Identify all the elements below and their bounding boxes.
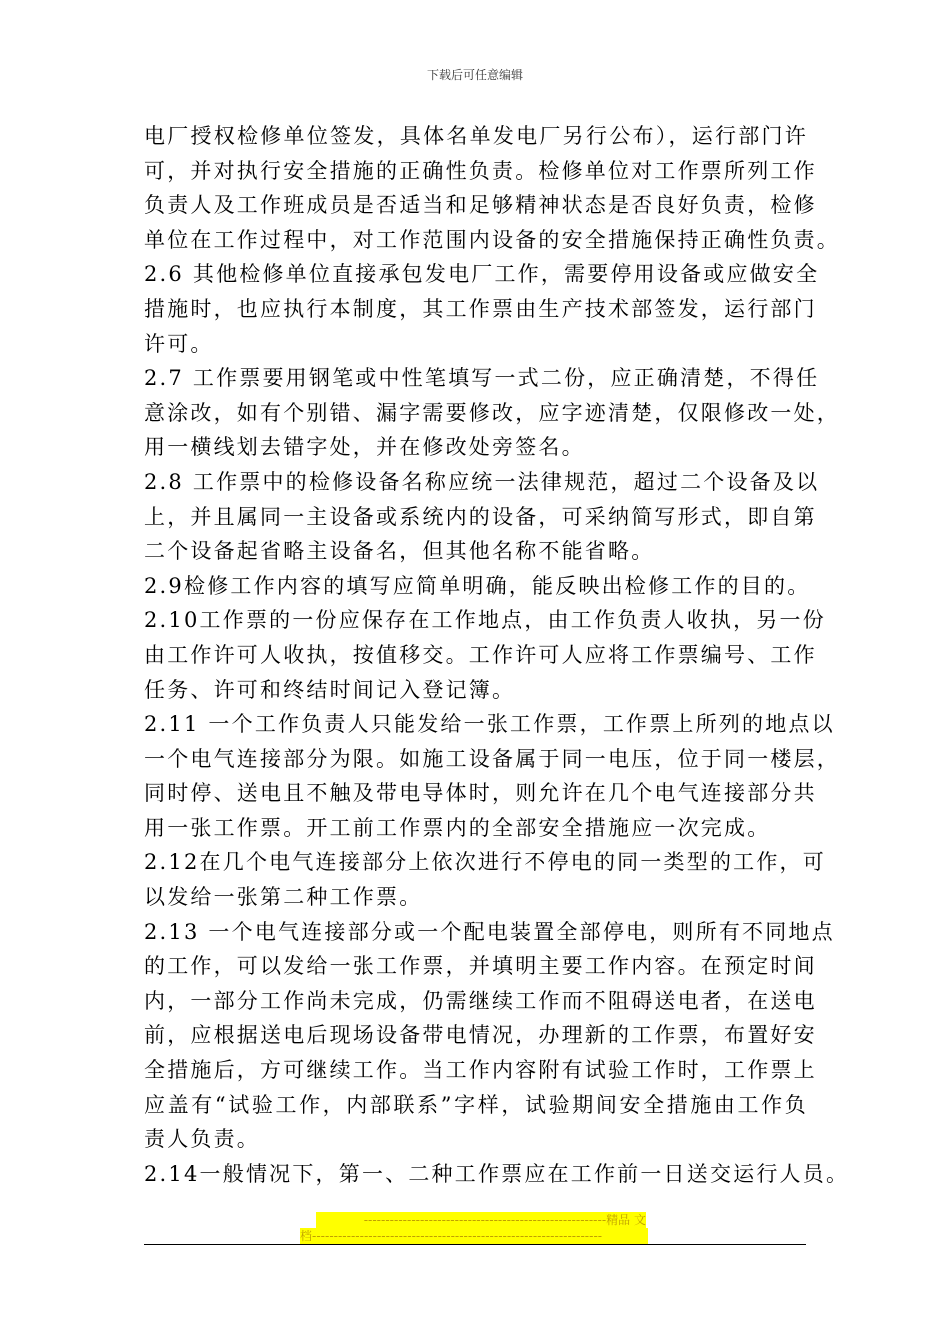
text-line: 应盖有“试验工作，内部联系”字样，试验期间安全措施由工作负 — [144, 1092, 808, 1117]
text-line: 2.7 工作票要用钢笔或中性笔填写一式二份，应正确清楚，不得任 — [144, 366, 820, 391]
text-line: 全措施后，方可继续工作。当工作内容附有试验工作时，工作票上 — [144, 1058, 817, 1083]
text-line: 2.14一般情况下，第一、二种工作票应在工作前一日送交运行人员。 — [144, 1161, 850, 1186]
document-body — [144, 119, 850, 1191]
text-line: 前，应根据送电后现场设备带电情况，办理新的工作票，布置好安 — [144, 1023, 817, 1048]
text-line: 单位在工作过程中，对工作范围内设备的安全措施保持正确性负责。 — [144, 227, 840, 252]
text-line: 2.6 其他检修单位直接承包发电厂工作，需要停用设备或应做安全 — [144, 262, 820, 287]
text-line: 任务、许可和终结时间记入登记簿。 — [144, 677, 516, 702]
text-line: 上，并且属同一主设备或系统内的设备，可采纳简写形式，即自第 — [144, 504, 817, 529]
footer-divider — [144, 1244, 806, 1245]
text-line: 用一横线划去错字处，并在修改处旁签名。 — [144, 435, 585, 460]
text-line: 2.13 一个电气连接部分或一个配电装置全部停电，则所有不同地点 — [144, 919, 835, 944]
text-line: 同时停、送电且不触及带电导体时，则允许在几个电气连接部分共 — [144, 781, 817, 806]
text-line: 意涂改，如有个别错、漏字需要修改，应字迹清楚，仅限修改一处， — [144, 400, 840, 425]
text-line: 二个设备起省略主设备名，但其他名称不能省略。 — [144, 539, 655, 564]
page-header: 下载后可任意编辑 — [426, 68, 523, 82]
text-line: 2.8 工作票中的检修设备名称应统一法律规范，超过二个设备及以 — [144, 469, 820, 494]
text-line: 责人负责。 — [144, 1127, 260, 1152]
text-line: 2.12在几个电气连接部分上依次进行不停电的同一类型的工作，可 — [144, 850, 826, 875]
footer-watermark-line-1: --------------------------------------------------------精品 文 — [316, 1212, 646, 1228]
text-line: 2.10工作票的一份应保存在工作地点，由工作负责人收执，另一份 — [144, 608, 826, 633]
text-line: 措施时，也应执行本制度，其工作票由生产技术部签发，运行部门 — [144, 296, 817, 321]
text-line: 用一张工作票。开工前工作票内的全部安全措施应一次完成。 — [144, 815, 771, 840]
text-line: 负责人及工作班成员是否适当和足够精神状态是否良好负责，检修 — [144, 193, 817, 218]
text-line: 电厂授权检修单位签发，具体名单发电厂另行公布），运行部门许 — [144, 124, 808, 148]
footer-watermark-line-2: 档------------------------------------------------------------------- — [300, 1228, 648, 1244]
text-line: 以发给一张第二种工作票。 — [144, 885, 423, 910]
text-line: 许可。 — [144, 331, 214, 356]
text-line: 内，一部分工作尚未完成，仍需继续工作而不阻碍送电者，在送电 — [144, 988, 817, 1013]
text-line: 2.9检修工作内容的填写应简单明确，能反映出检修工作的目的。 — [144, 573, 811, 598]
text-line: 由工作许可人收执，按值移交。工作许可人应将工作票编号、工作 — [144, 642, 817, 667]
text-line: 2.11 一个工作负责人只能发给一张工作票，工作票上所列的地点以 — [144, 712, 835, 737]
text-line: 的工作，可以发给一张工作票，并填明主要工作内容。在预定时间 — [144, 954, 817, 979]
text-line: 一个电气连接部分为限。如施工设备属于同一电压，位于同一楼层， — [144, 746, 840, 771]
text-line: 可，并对执行安全措施的正确性负责。检修单位对工作票所列工作 — [144, 158, 817, 183]
